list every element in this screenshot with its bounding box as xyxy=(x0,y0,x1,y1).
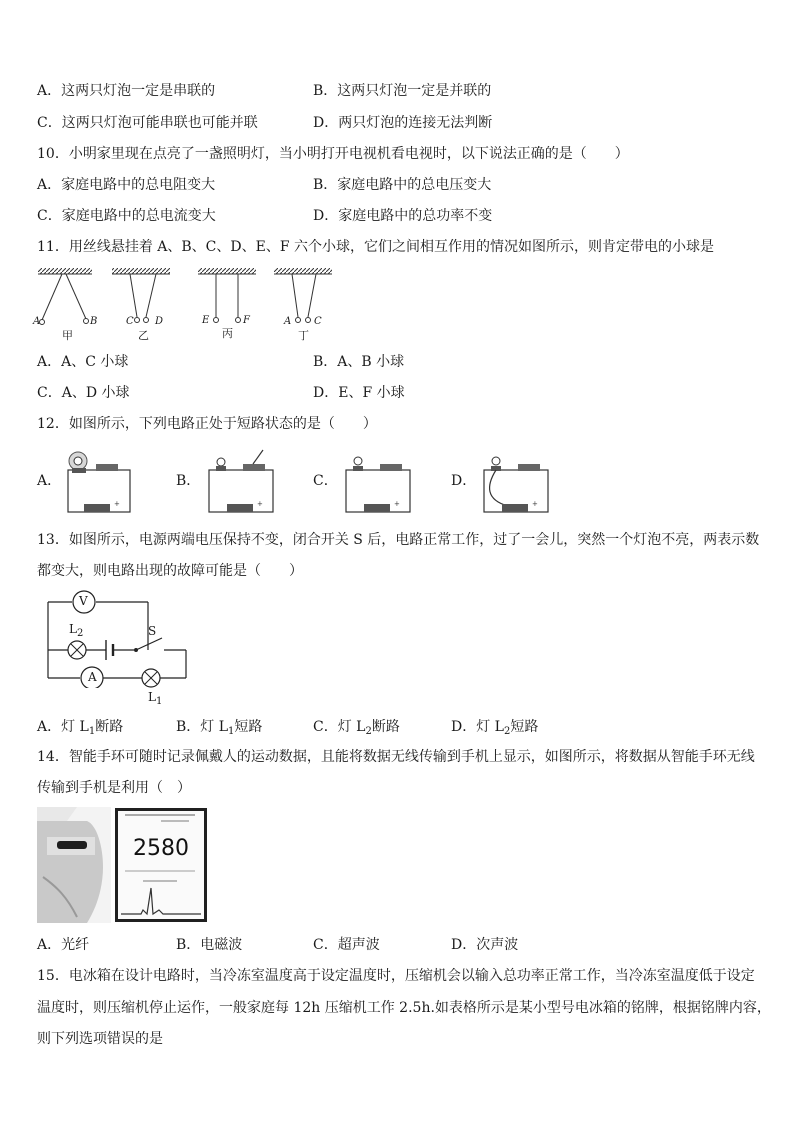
q15-stem-line3: 则下列选项错误的是 xyxy=(37,1031,163,1047)
q9-option-c: C．这两只灯泡可能串联也可能并联 xyxy=(37,115,258,131)
q11-caption: 丙 xyxy=(222,327,233,340)
switch-icon xyxy=(136,638,162,650)
q11-label: A xyxy=(33,316,41,327)
lamp-l2-label: $L_2$ xyxy=(69,622,84,639)
q11-figure xyxy=(34,264,334,344)
q13-option-b: B．灯 $L_1$短路 xyxy=(176,719,263,737)
svg-text:+: + xyxy=(532,500,538,508)
q11-caption: 甲 xyxy=(62,329,73,342)
q11-fig-yi xyxy=(112,268,170,323)
q15-stem-line1: 15．电冰箱在设计电路时，当冷冻室温度高于设定温度时，压缩机会以输入总功率正常工作，当冷冻室温度低于设定 xyxy=(37,968,755,984)
wristband-icon xyxy=(57,841,87,849)
q10-option-a: A．家庭电路中的总电阻变大 xyxy=(37,177,216,193)
q14-stem-line1: 14．智能手环可随时记录佩戴人的运动数据，且能将数据无线传输到手机上显示，如图所示，将数据从智能手环无线 xyxy=(37,749,755,765)
q12-option-c: C． xyxy=(313,473,338,489)
q12-circuit-d xyxy=(478,446,554,516)
q11-stem: 11．用丝线悬挂着 A、B、C、D、E、F 六个小球，它们之间相互作用的情况如图所示，则肯定带电的小球是 xyxy=(37,239,714,255)
q12-stem: 12．如图所示，下列电路正处于短路状态的是（ ） xyxy=(37,416,377,432)
q13-stem-line1: 13．如图所示，电源两端电压保持不变，闭合开关 S 后，电路正常工作，过了一会儿，突然一个灯泡不亮，两表示数 xyxy=(37,532,760,548)
ammeter-label: A xyxy=(88,670,97,684)
q14-option-d: D．次声波 xyxy=(451,937,519,953)
step-count: 2580 xyxy=(133,836,189,861)
q11-label: C xyxy=(126,316,134,327)
q11-option-c: C．A、D 小球 xyxy=(37,385,130,401)
q13-option-a: A．灯 $L_1$断路 xyxy=(37,719,124,737)
voltmeter-label: V xyxy=(79,594,88,608)
q13-option-c: C．灯 $L_2$断路 xyxy=(313,719,400,737)
q10-stem: 10．小明家里现在点亮了一盏照明灯，当小明打开电视机看电视时，以下说法正确的是（ ） xyxy=(37,146,629,162)
q11-label: A xyxy=(284,316,292,327)
q11-option-b: B．A、B 小球 xyxy=(313,354,405,370)
switch-label: S xyxy=(148,624,157,638)
svg-text:+: + xyxy=(257,500,263,508)
q13-circuit xyxy=(40,588,200,688)
q14-option-b: B．电磁波 xyxy=(176,937,243,953)
q10-option-d: D．家庭电路中的总功率不变 xyxy=(313,208,493,224)
q14-option-c: C．超声波 xyxy=(313,937,380,953)
q10-option-b: B．家庭电路中的总电压变大 xyxy=(313,177,492,193)
lamp-l1-label: $L_1$ xyxy=(148,690,163,707)
q11-option-d: D．E、F 小球 xyxy=(313,385,405,401)
q9-option-b: B．这两只灯泡一定是并联的 xyxy=(313,83,492,99)
q11-caption: 乙 xyxy=(138,329,149,342)
phone-screen xyxy=(115,808,207,922)
q10-option-c: C．家庭电路中的总电流变大 xyxy=(37,208,216,224)
q12-option-b: B． xyxy=(176,473,201,489)
q11-label: C xyxy=(314,316,322,327)
q9-option-d: D．两只灯泡的连接无法判断 xyxy=(313,115,493,131)
q12-circuit-b xyxy=(203,446,279,516)
q12-option-d: D． xyxy=(451,473,477,489)
svg-text:+: + xyxy=(114,500,120,508)
q15-stem-line2: 温度时，则压缩机停止运作，一般家庭每 12h 压缩机工作 2.5h.如表格所示是某小型号电冰箱的铭牌，根据铭牌内容， xyxy=(37,1000,771,1016)
q11-label: F xyxy=(243,315,250,326)
q11-caption: 丁 xyxy=(298,329,309,342)
q11-label: E xyxy=(202,315,210,326)
activity-graph-icon xyxy=(121,884,201,918)
q11-label: D xyxy=(155,316,164,327)
q13-stem-line2: 都变大，则电路出现的故障可能是（ ） xyxy=(37,563,303,579)
wristband-photo xyxy=(37,807,111,923)
q14-stem-line2: 传输到手机是利用（ ） xyxy=(37,780,191,796)
q12-circuit-a xyxy=(64,446,134,516)
q12-circuit-c xyxy=(340,446,416,516)
q11-label: B xyxy=(90,316,98,327)
q11-option-a: A．A、C 小球 xyxy=(37,354,129,370)
q11-fig-ding xyxy=(274,268,332,323)
q13-option-d: D．灯 $L_2$短路 xyxy=(451,719,539,737)
q11-fig-jia xyxy=(38,268,92,325)
q14-option-a: A．光纤 xyxy=(37,937,90,953)
svg-text:+: + xyxy=(394,500,400,508)
q12-option-a: A． xyxy=(37,473,62,489)
q9-option-a: A．这两只灯泡一定是串联的 xyxy=(37,83,216,99)
